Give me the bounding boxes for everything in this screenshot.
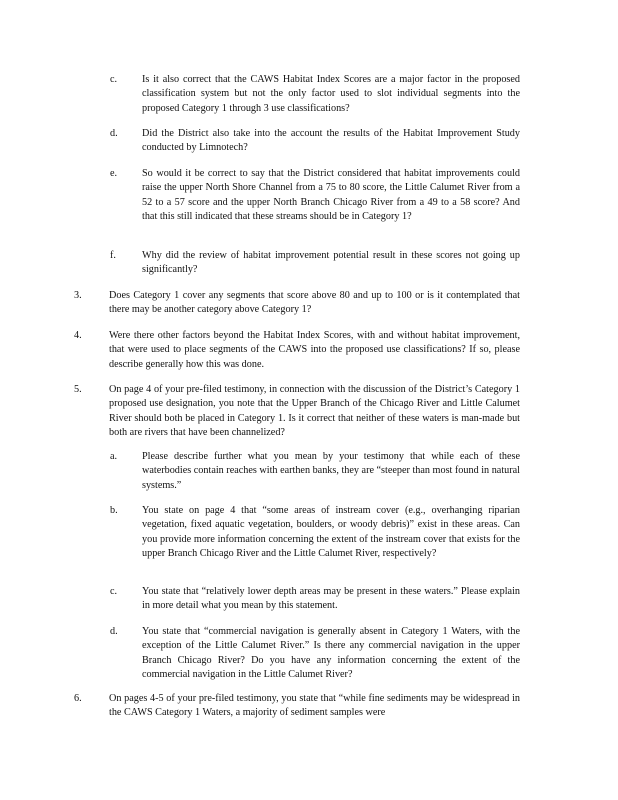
item-marker: c. (110, 586, 118, 597)
item-text: Does Category 1 cover any segments that score above 80 and up to 100 or is it contemplated that there may be another category above Category 1? (109, 290, 520, 316)
item-text: You state on page 4 that “some areas of instream cover (e.g., overhanging riparian vegetation, fixed aquatic vegetation, boulders, or woody debris)” exist in these areas. Can you provide more information concerning the extent of the instream cover that exists for the upper Branch Chicago River and the Little Calumet River, respectively? (142, 505, 520, 560)
item-text: Is it also correct that the CAWS Habitat Index Scores are a major factor in the proposed classification system but not the only factor used to slot individual segments into the proposed Category 1 through 3 use classifications? (142, 74, 520, 114)
item-marker: f. (110, 250, 116, 261)
item-text: Did the District also take into the account the results of the Habitat Improvement Study conducted by Limnotech? (142, 128, 520, 154)
item-marker: 5. (74, 384, 82, 395)
item-text: On pages 4-5 of your pre-filed testimony, you state that “while fine sediments may be widespread in the CAWS Category 1 Waters, a majority of sediment samples were (109, 693, 520, 719)
item-marker: c. (110, 74, 118, 85)
item-text: You state that “commercial navigation is generally absent in Category 1 Waters, with the exception of the Little Calumet River.” Is there any commercial navigation in the upper Branch Chicago River? Do you have any information concerning the extent of the commercial navigation in the Little Calumet River? (142, 626, 520, 681)
item-marker: d. (110, 128, 118, 139)
item-marker: 4. (74, 330, 82, 341)
item-text: You state that “relatively lower depth areas may be present in these waters.” Please explain in more detail what you mean by this statement. (142, 586, 520, 612)
item-text: On page 4 of your pre-filed testimony, in connection with the discussion of the District’s Category 1 proposed use designation, you note that the Upper Branch of the Chicago River and Little Calumet River should both be placed in Category 1. Is it correct that neither of these waters is man-made but both are rivers that have been channelized? (109, 384, 520, 439)
item-text: Were there other factors beyond the Habitat Index Scores, with and without habitat improvement, that were used to place segments of the CAWS into the proposed use classifications? If so, please describe generally how this was done. (109, 330, 520, 370)
item-marker: a. (110, 451, 118, 462)
item-marker: 6. (74, 693, 82, 704)
item-text: Please describe further what you mean by your testimony that while each of these waterbodies contain reaches with earthen banks, they are “steeper than most found in natural systems.” (142, 451, 520, 491)
item-text: Why did the review of habitat improvement potential result in these scores not going up significantly? (142, 250, 520, 276)
item-marker: 3. (74, 290, 82, 301)
item-marker: d. (110, 626, 118, 637)
item-marker: b. (110, 505, 118, 516)
item-text: So would it be correct to say that the District considered that habitat improvements could raise the upper North Shore Channel from a 75 to 80 score, the Little Calumet River from a 52 to a 57 score and the upper North Branch Chicago River from a 49 to a 58 score? And that this still indicated that these streams should be in Category 1? (142, 168, 520, 223)
item-marker: e. (110, 168, 118, 179)
